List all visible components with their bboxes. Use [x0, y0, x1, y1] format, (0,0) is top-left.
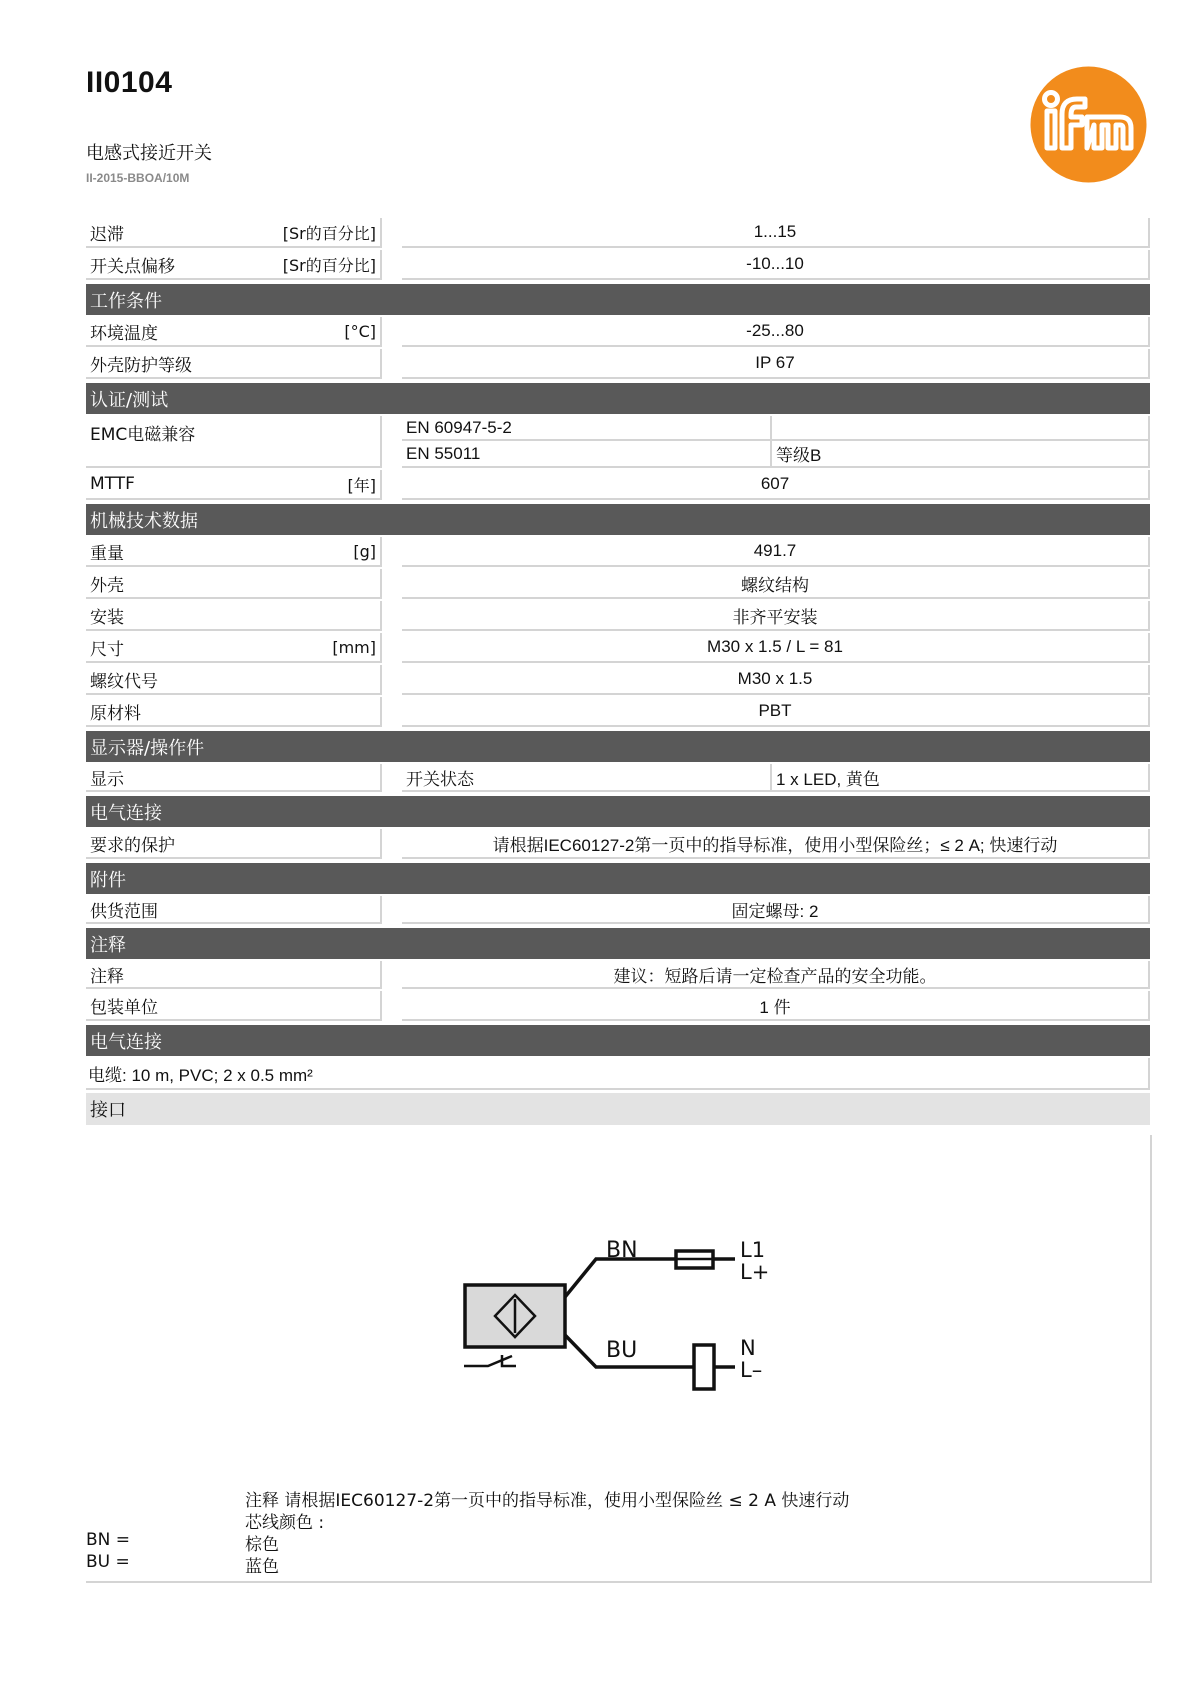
spec-label: 环境温度 [90, 323, 158, 344]
spec-unit: [Sr的百分比] [282, 255, 376, 275]
spec-row-weight [86, 537, 1150, 567]
spec-unit: [Sr的百分比] [282, 223, 376, 243]
spec-row-hysteresis [86, 218, 1150, 248]
spec-row-scope-of-delivery [86, 896, 1150, 924]
wire-label-bu: BU [606, 1338, 638, 1363]
spec-value: 1 件 [402, 991, 1150, 1021]
spec-value: -10...10 [402, 250, 1150, 280]
spec-label: 供货范围 [90, 901, 158, 922]
bn-value: 棕色 [245, 1535, 279, 1555]
spec-row-mounting [86, 601, 1150, 631]
spec-label: MTTF [90, 474, 135, 494]
spec-label: EMC电磁兼容 [90, 425, 196, 445]
spec-label: 螺纹代号 [90, 671, 158, 692]
spec-value: 建议：短路后请一定检查产品的安全功能。 [402, 961, 1150, 989]
spec-row-material [86, 697, 1150, 727]
cable-spec: 电缆: 10 m, PVC; 2 x 0.5 mm² [86, 1058, 1150, 1090]
section-header-accessories: 附件 [86, 863, 1150, 894]
emc-standard-1-extra [772, 416, 1148, 439]
spec-row-housing [86, 569, 1150, 599]
display-led: 1 x LED, 黄色 [776, 769, 880, 789]
spec-label: 重量 [90, 543, 124, 564]
bu-value: 蓝色 [245, 1557, 279, 1577]
spec-row-packaging-unit [86, 991, 1150, 1021]
spec-sheet [86, 218, 1150, 1125]
ifm-logo [1030, 66, 1147, 183]
spec-label: 尺寸 [90, 639, 124, 660]
section-header-approvals: 认证/测试 [86, 383, 1150, 414]
spec-value: -25...80 [402, 317, 1150, 347]
spec-row-display [86, 764, 1150, 792]
terminal-label-l1: L1 [740, 1238, 766, 1262]
spec-label: 原材料 [90, 703, 141, 724]
spec-row-protection [86, 349, 1150, 379]
section-header-remarks: 注释 [86, 928, 1150, 959]
emc-standard-2: EN 55011 [402, 441, 772, 466]
spec-unit: [年] [347, 475, 376, 495]
spec-row-ambient-temp [86, 317, 1150, 347]
core-colors-label: 芯线颜色 : [245, 1513, 325, 1533]
interface-header: 接口 [86, 1093, 1150, 1125]
product-subtitle: 电感式接近开关 [86, 143, 212, 164]
spec-value: 固定螺母: 2 [402, 896, 1150, 924]
spec-value: M30 x 1.5 / L = 81 [402, 633, 1150, 663]
spec-label: 注释 [90, 966, 124, 987]
emc-standard-1: EN 60947-5-2 [402, 416, 772, 439]
spec-row-thread [86, 665, 1150, 695]
spec-row-remark [86, 961, 1150, 989]
spec-row-mttf [86, 470, 1150, 500]
section-header-operating: 工作条件 [86, 284, 1150, 315]
wire-label-bn: BN [606, 1238, 638, 1263]
spec-unit: [mm] [332, 637, 376, 657]
spec-label: 包装单位 [90, 997, 158, 1018]
fuse-note: 注释 请根据IEC60127-2第一页中的指导标准，使用小型保险丝 ≤ 2 A 快速行动 [245, 1491, 850, 1511]
spec-unit: [°C] [344, 321, 376, 341]
spec-row-dimensions [86, 633, 1150, 663]
terminal-label-lminus: L– [740, 1358, 763, 1382]
emc-standard-2-class: 等级B [776, 446, 822, 465]
spec-label: 要求的保护 [90, 835, 175, 856]
spec-label: 开关点偏移 [90, 256, 175, 277]
spec-row-switch-point-drift [86, 250, 1150, 280]
spec-value: IP 67 [402, 349, 1150, 379]
spec-value: M30 x 1.5 [402, 665, 1150, 695]
spec-label: 外壳防护等级 [90, 355, 192, 376]
product-code: II-2015-BBOA/10M [86, 171, 190, 185]
spec-row-protection-required [86, 829, 1150, 859]
section-header-mechanical: 机械技术数据 [86, 504, 1150, 535]
product-title: II0104 [86, 66, 173, 99]
section-header-electrical: 电气连接 [86, 796, 1150, 827]
spec-label: 显示 [90, 769, 124, 790]
section-header-display: 显示器/操作件 [86, 731, 1150, 762]
spec-value: 请根据IEC60127-2第一页中的指导标准，使用小型保险丝；≤ 2 A; 快速行动 [402, 829, 1150, 859]
spec-value: 螺纹结构 [402, 569, 1150, 599]
spec-row-emc [86, 416, 1150, 468]
spec-label: 安装 [90, 607, 124, 628]
spec-value: 1...15 [402, 218, 1150, 248]
spec-value: 607 [402, 470, 1150, 500]
spec-value: PBT [402, 697, 1150, 727]
terminal-label-n: N [740, 1336, 756, 1360]
bu-key: BU = [86, 1552, 130, 1572]
spec-value: 非齐平安装 [402, 601, 1150, 631]
section-header-connection: 电气连接 [86, 1025, 1150, 1056]
spec-value: 491.7 [402, 537, 1150, 567]
bn-key: BN = [86, 1530, 131, 1550]
spec-unit: [g] [353, 541, 376, 561]
spec-label: 迟滞 [90, 224, 124, 245]
spec-label: 外壳 [90, 575, 124, 596]
terminal-label-lplus: L+ [740, 1260, 770, 1284]
display-function: 开关状态 [402, 764, 772, 790]
